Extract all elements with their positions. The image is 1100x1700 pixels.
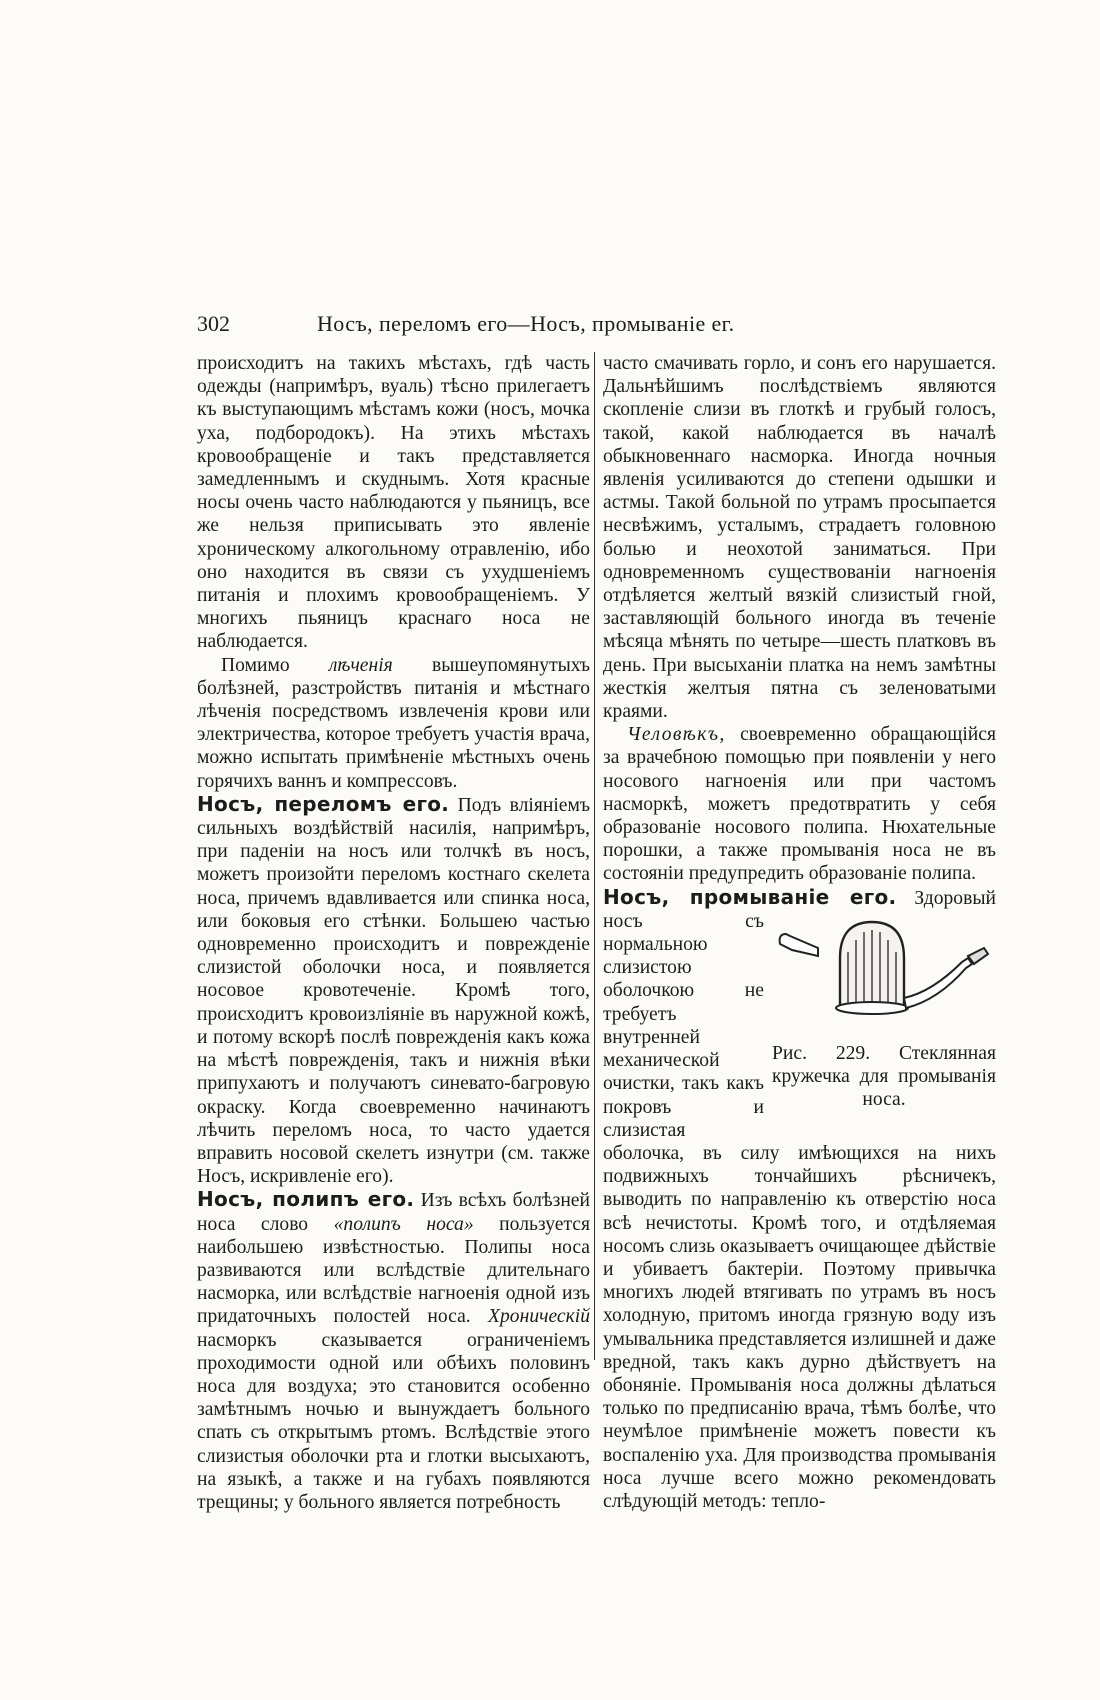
running-title: Носъ, переломъ его—Носъ, промыванiе ег. [317, 311, 735, 336]
column-rule [594, 352, 595, 1360]
paragraph: Помимо лѣченiя вышеупомянутыхъ болѣзней, разстройствъ питанiя и мѣстнаго лѣченiя посредствомъ извлеченiя крови или электричества, которое требуетъ участiя врача, можно испытать примѣненiе мѣстныхъ очень горячихъ ваннъ и компрессовъ. [197, 654, 590, 792]
figure-caption: Рис. 229. Стеклянная кружечка для промыванiя носа. [772, 1042, 996, 1111]
left-column [197, 352, 590, 1514]
emphasis: Хроническiй [488, 1306, 590, 1328]
nasal-rinse-cup-illustration [772, 912, 996, 1042]
emphasis: «полипъ носа» [333, 1213, 474, 1235]
emphasis: Человѣкъ, [627, 724, 726, 746]
section-heading-washing: Носъ, промыванiе его. [603, 884, 897, 909]
right-column [603, 352, 996, 1513]
section-heading-fracture: Носъ, переломъ его. [197, 791, 450, 816]
paragraph: Человѣкъ, своевременно обращающiйся за врачебною помощью при появленiи у него носового нагноенiя или при частомъ насморкѣ, можетъ предотвратить у себя образованiе носового полипа. Нюхательные порошки, а также промыванiя носа не въ состоянiи предупредить образованiе полипа. [603, 724, 996, 885]
page-header [197, 311, 962, 343]
figure [772, 912, 996, 1124]
section-paragraph: Носъ, переломъ его. Подъ влiянiемъ сильныхъ воздѣйствiй насилiя, напримѣръ, при паденiи на носъ или толчкѣ въ носъ, можетъ произойти переломъ костнаго скелета носа, причемъ вдавливается или спинка носа, или боковыя его стѣнки. Большею частью одновременно происходитъ и поврежденiе слизистой оболочки носа, и появляется носовое кровотеченiе. Кромѣ того, происходитъ кровоизлiянiе въ наружной кожѣ, и потому вскорѣ послѣ поврежденiя какъ кожа на мѣстѣ поврежденiя, такъ и нижнiя вѣки припухаютъ и получаютъ синевато-багровую окраску. Когда своевременно начинаютъ лѣчить переломъ носа, то часто удается вправить носовой скелетъ изнутри (см. также Носъ, искривленiе его). [197, 791, 591, 1188]
paragraph: происходитъ на такихъ мѣстахъ, гдѣ часть одежды (напримѣръ, вуаль) тѣсно прилегаетъ къ выступающимъ мѣстамъ кожи (носъ, мочка уха, подбородокъ). На этихъ мѣстахъ кровообращенiе и такъ представляется замедленнымъ и скуднымъ. Хотя красные носы очень часто наблюдаются у пьяницъ, все же нельзя приписывать это явленiе хроническому алкогольному отравленiю, ибо оно находится въ связи съ ухудшенiемъ питанiя и плохимъ кровообращенiемъ. У многихъ пьяницъ краснаго носа не наблюдается. [197, 353, 590, 653]
page-number: 302 [197, 311, 230, 336]
section-heading-polyp: Носъ, полипъ его. [197, 1187, 415, 1212]
section-paragraph: Носъ, полипъ его. Изъ всѣхъ болѣзней носа слово «полипъ носа» пользуется наибольшею извѣстностью. Полипы носа развиваются или вслѣдствiе длительнаго насморка, или вслѣдствiе нагноенiя одной изъ придаточныхъ полостей носа. Хроническiй насморкъ сказывается ограниченiемъ проходимости одной или обѣихъ половинъ носа для воздуха; это становится особенно замѣтнымъ ночью и вынуждаетъ больного спать съ открытымъ ртомъ. Вслѣдствiе этого слизистыя оболочки рта и глотки высыхаютъ, на языкѣ, а также и на губахъ появляются трещины; у больного является потребность [197, 1187, 590, 1513]
emphasis: лѣченiя [328, 654, 393, 676]
paragraph: часто смачивать горло, и сонъ его нарушается. Дальнѣйшимъ послѣдствiемъ являются скопленiе слизи въ глоткѣ и грубый голосъ, такой, какой наблюдается въ началѣ обыкновеннаго насморка. Иногда ночныя явленiя усиливаются до степени одышки и астмы. Такой больной по утрамъ просыпается несвѣжимъ, усталымъ, страдаетъ головною болью и неохотой заниматься. При одновременномъ существованiи нагноенiя отдѣляется желтый вязкiй слизистый гной, заставляющiй больного иногда въ теченiе мѣсяца мѣнять по четыре—шесть платковъ въ день. При высыханiи платка на немъ замѣтны жесткiя желтыя пятна съ зеленоватыми краями. [603, 353, 996, 723]
section-paragraph: Носъ, промыванiе его. Рис. 229. Стеклянная кружечка для промыванiя носа. Здоровый носъ съ нормальною слизистою оболочкою не требуетъ внутренней механической очистки, такъ какъ покровъ и слизистая оболочка, въ силу имѣющихся на нихъ подвижныхъ тончайшихъ рѣсничекъ, выводить по направленiю къ отверстiю носа всѣ нечистоты. Кромѣ того, и отдѣляемая носомъ слизь оказываетъ очищающее дѣйствiе и убиваетъ бактерiи. Поэтому привычка многихъ людей втягивать по утрамъ въ носъ холодную, притомъ иногда грязную воду изъ умывальника представляется излишней и даже вредной, такъ какъ дурно дѣйствуетъ на обонянiе. Промыванiя носа должны дѣлаться только по предписанiю врача, тѣмъ болѣе, что неумѣлое примѣненiе можетъ повести къ воспаленiю уха. Для производства промыванiя носа лучше всего можно рекомендовать слѣдующiй методъ: тепло- [603, 884, 996, 1512]
